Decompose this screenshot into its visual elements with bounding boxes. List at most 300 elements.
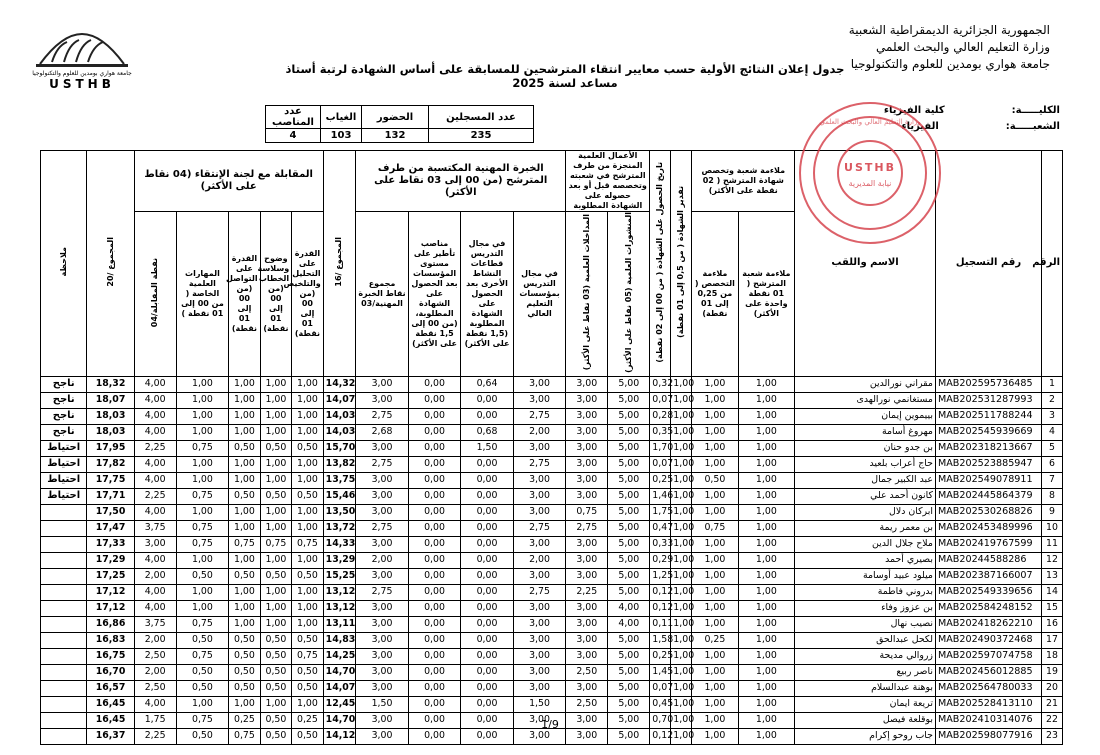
sum16-cell: 14,07 <box>323 392 356 408</box>
exp-total-cell: 3,00 <box>356 616 409 632</box>
fit-branch-cell: 1,00 <box>738 488 795 504</box>
publications-cell: 5,00 <box>608 680 650 696</box>
exp-teaching-cell: 3,00 <box>513 712 566 728</box>
name-cell: نصيب نهال <box>795 616 936 632</box>
grade-cell: 1,00 <box>671 584 692 600</box>
table-row <box>41 520 1063 536</box>
int-clarity-cell: 0,50 <box>260 680 292 696</box>
name-cell: بصيري أحمد <box>795 552 936 568</box>
note-cell <box>41 568 87 584</box>
grade-cell: 1,00 <box>671 456 692 472</box>
col-exp-supervision: مناصب تأطير على مستوى المؤسسات بعد الحصول على الشهادة المطلوبة، (من 00 إلى 1,5 نقطة على الأكثر) <box>408 212 461 377</box>
sum20-cell: 17,50 <box>87 504 134 520</box>
date-cell: 0,29 <box>650 552 671 568</box>
communications-cell: 3,00 <box>566 632 608 648</box>
exp-supervision-cell: 0,00 <box>408 552 461 568</box>
int-analysis-cell: 0,50 <box>292 664 324 680</box>
publications-cell: 5,00 <box>608 456 650 472</box>
sum20-cell: 17,12 <box>87 600 134 616</box>
table-row <box>41 664 1063 680</box>
note-cell: ناجح <box>41 424 87 440</box>
communications-cell: 2,75 <box>566 520 608 536</box>
exp-teaching-cell: 3,00 <box>513 488 566 504</box>
sum20-cell: 18,03 <box>87 424 134 440</box>
int-analysis-cell: 1,00 <box>292 552 324 568</box>
stat-header-registered: عدد المسجلين <box>429 106 534 129</box>
int-total-cell: 4,00 <box>134 696 176 712</box>
int-skills-cell: 1,00 <box>176 584 229 600</box>
sum16-cell: 15,70 <box>323 440 356 456</box>
registration-cell: MAB202410314076 <box>935 712 1041 728</box>
registration-cell: MAB202445864379 <box>935 488 1041 504</box>
int-analysis-cell: 1,00 <box>292 472 324 488</box>
exp-total-cell: 2,75 <box>356 408 409 424</box>
stamp-bottom: نيابة المديرية <box>848 179 892 188</box>
date-cell: 0,12 <box>650 600 671 616</box>
exp-sectors-cell: 0,00 <box>461 472 514 488</box>
sum16-cell: 15,25 <box>323 568 356 584</box>
int-total-cell: 4,00 <box>134 472 176 488</box>
exp-teaching-cell: 2,75 <box>513 456 566 472</box>
university-line: جامعة هواري بومدين للعلوم والتكنولوجيا <box>850 57 1050 71</box>
exp-teaching-cell: 3,00 <box>513 648 566 664</box>
int-analysis-cell: 1,00 <box>292 456 324 472</box>
exp-supervision-cell: 0,00 <box>408 568 461 584</box>
fit-branch-cell: 1,00 <box>738 472 795 488</box>
exp-sectors-cell: 0,00 <box>461 568 514 584</box>
exp-supervision-cell: 0,00 <box>408 600 461 616</box>
sum16-cell: 13,29 <box>323 552 356 568</box>
registration-cell: MAB20244588286 <box>935 552 1041 568</box>
exp-teaching-cell: 2,00 <box>513 552 566 568</box>
publications-cell: 5,00 <box>608 648 650 664</box>
grade-cell: 1,00 <box>671 568 692 584</box>
name-cell: بن عزوز وفاء <box>795 600 936 616</box>
table-row <box>41 488 1063 504</box>
int-analysis-cell: 1,00 <box>292 584 324 600</box>
registration-cell: MAB202549339656 <box>935 584 1041 600</box>
int-clarity-cell: 1,00 <box>260 408 292 424</box>
sum16-cell: 14,32 <box>323 376 356 392</box>
fit-spec-cell: 1,00 <box>692 552 738 568</box>
exp-sectors-cell: 1,50 <box>461 440 514 456</box>
publications-cell: 5,00 <box>608 424 650 440</box>
registration-cell: MAB202456012885 <box>935 664 1041 680</box>
publications-cell: 5,00 <box>608 696 650 712</box>
registration-cell: MAB202511788244 <box>935 408 1041 424</box>
note-cell <box>41 616 87 632</box>
sum20-cell: 18,07 <box>87 392 134 408</box>
int-total-cell: 2,50 <box>134 648 176 664</box>
rank-cell: 14 <box>1042 584 1063 600</box>
sum20-cell: 16,45 <box>87 696 134 712</box>
exp-sectors-cell: 0,00 <box>461 680 514 696</box>
fit-branch-cell: 1,00 <box>738 680 795 696</box>
col-registration: رقم التسجيل <box>935 151 1041 377</box>
int-skills-cell: 0,75 <box>176 712 229 728</box>
grade-cell: 1,00 <box>671 552 692 568</box>
date-cell: 0,12 <box>650 584 671 600</box>
sum20-cell: 16,70 <box>87 664 134 680</box>
int-clarity-cell: 0,50 <box>260 648 292 664</box>
exp-teaching-cell: 3,00 <box>513 504 566 520</box>
int-clarity-cell: 1,00 <box>260 424 292 440</box>
sum16-cell: 13,11 <box>323 616 356 632</box>
col-sum20: المجموع /20 <box>87 151 134 377</box>
int-analysis-cell: 1,00 <box>292 408 324 424</box>
communications-cell: 0,75 <box>566 504 608 520</box>
col-date: تاريخ الحصول على الشهادة ( من 00 إلى 02 نقطة) <box>650 151 671 377</box>
int-communication-cell: 1,00 <box>229 552 261 568</box>
branch-label: الشعبـــــة: <box>1005 121 1060 132</box>
int-communication-cell: 1,00 <box>229 472 261 488</box>
faculty-row <box>884 105 1060 116</box>
name-cell: مستغانمي نورالهدى <box>795 392 936 408</box>
exp-supervision-cell: 0,00 <box>408 632 461 648</box>
name-cell: عبد الكبير جمال <box>795 472 936 488</box>
int-analysis-cell: 0,75 <box>292 536 324 552</box>
int-clarity-cell: 1,00 <box>260 376 292 392</box>
note-cell: ناجح <box>41 376 87 392</box>
col-rank: الرقم <box>1042 151 1063 377</box>
rank-cell: 15 <box>1042 600 1063 616</box>
exp-teaching-cell: 2,75 <box>513 408 566 424</box>
note-cell <box>41 536 87 552</box>
name-cell: بن جدو حنان <box>795 440 936 456</box>
int-communication-cell: 0,75 <box>229 536 261 552</box>
stamp-center: USTHB <box>844 161 896 174</box>
fit-branch-cell: 1,00 <box>738 376 795 392</box>
exp-teaching-cell: 3,00 <box>513 632 566 648</box>
int-communication-cell: 1,00 <box>229 696 261 712</box>
exp-supervision-cell: 0,00 <box>408 408 461 424</box>
fit-branch-cell: 1,00 <box>738 536 795 552</box>
int-total-cell: 2,00 <box>134 632 176 648</box>
int-skills-cell: 1,00 <box>176 456 229 472</box>
int-communication-cell: 0,25 <box>229 712 261 728</box>
stat-header-absent: الغياب <box>321 106 362 129</box>
sum20-cell: 17,95 <box>87 440 134 456</box>
exp-total-cell: 3,00 <box>356 392 409 408</box>
publications-cell: 4,00 <box>608 616 650 632</box>
communications-cell: 3,00 <box>566 568 608 584</box>
table-row <box>41 376 1063 392</box>
registration-cell: MAB202523885947 <box>935 456 1041 472</box>
sum20-cell: 17,29 <box>87 552 134 568</box>
int-total-cell: 4,00 <box>134 584 176 600</box>
sum20-cell: 16,86 <box>87 616 134 632</box>
stamp-ring: وزارة التعليم العالي والبحث العلمي <box>819 118 921 126</box>
communications-cell: 2,50 <box>566 664 608 680</box>
int-clarity-cell: 0,50 <box>260 728 292 744</box>
registration-cell: MAB202453489996 <box>935 520 1041 536</box>
date-cell: 0,25 <box>650 648 671 664</box>
fit-spec-cell: 1,00 <box>692 728 738 744</box>
publications-cell: 5,00 <box>608 632 650 648</box>
exp-total-cell: 3,00 <box>356 648 409 664</box>
col-sum16: المجموع /16 <box>323 151 356 377</box>
stat-value-absent: 103 <box>321 129 362 143</box>
int-skills-cell: 0,50 <box>176 680 229 696</box>
publications-cell: 5,00 <box>608 520 650 536</box>
stat-value-posts: 4 <box>266 129 321 143</box>
int-skills-cell: 0,50 <box>176 728 229 744</box>
int-total-cell: 2,00 <box>134 568 176 584</box>
exp-sectors-cell: 0,00 <box>461 600 514 616</box>
int-skills-cell: 1,00 <box>176 504 229 520</box>
publications-cell: 5,00 <box>608 376 650 392</box>
exp-sectors-cell: 0,00 <box>461 488 514 504</box>
exp-teaching-cell: 3,00 <box>513 392 566 408</box>
exp-teaching-cell: 3,00 <box>513 680 566 696</box>
registration-cell: MAB202490372468 <box>935 632 1041 648</box>
exp-supervision-cell: 0,00 <box>408 616 461 632</box>
rank-cell: 18 <box>1042 648 1063 664</box>
exp-total-cell: 2,75 <box>356 456 409 472</box>
grade-cell: 1,00 <box>671 392 692 408</box>
table-row <box>41 472 1063 488</box>
sum16-cell: 12,45 <box>323 696 356 712</box>
int-clarity-cell: 0,75 <box>260 536 292 552</box>
publications-cell: 5,00 <box>608 504 650 520</box>
name-cell: بدروني فاطمة <box>795 584 936 600</box>
exp-supervision-cell: 0,00 <box>408 472 461 488</box>
fit-spec-cell: 1,00 <box>692 616 738 632</box>
col-int-total: نقطة المقابلة/04 <box>134 212 176 377</box>
int-skills-cell: 1,00 <box>176 600 229 616</box>
rank-cell: 2 <box>1042 392 1063 408</box>
registration-cell: MAB202598077916 <box>935 728 1041 744</box>
exp-total-cell: 3,00 <box>356 600 409 616</box>
logo-wordmark: USTHB <box>49 77 115 91</box>
exp-sectors-cell: 0,00 <box>461 456 514 472</box>
int-clarity-cell: 1,00 <box>260 616 292 632</box>
fit-spec-cell: 1,00 <box>692 648 738 664</box>
table-row <box>41 568 1063 584</box>
exp-sectors-cell: 0,00 <box>461 536 514 552</box>
publications-cell: 5,00 <box>608 472 650 488</box>
exp-total-cell: 2,00 <box>356 552 409 568</box>
col-grade: تقدير الشهادة ( من 0,5 إلى 01 نقطة) <box>671 151 692 377</box>
note-cell: احتياط <box>41 488 87 504</box>
sum16-cell: 13,72 <box>323 520 356 536</box>
fit-spec-cell: 1,00 <box>692 600 738 616</box>
int-total-cell: 3,00 <box>134 536 176 552</box>
registration-cell: MAB202528413110 <box>935 696 1041 712</box>
ministry-line: وزارة التعليم العالي والبحث العلمي <box>876 40 1050 54</box>
rank-cell: 10 <box>1042 520 1063 536</box>
stat-value-registered: 235 <box>429 129 534 143</box>
sum20-cell: 18,03 <box>87 408 134 424</box>
int-clarity-cell: 0,50 <box>260 632 292 648</box>
exp-sectors-cell: 0,68 <box>461 424 514 440</box>
date-cell: 1,75 <box>650 504 671 520</box>
name-cell: مقراني نورالدين <box>795 376 936 392</box>
sum16-cell: 13,82 <box>323 456 356 472</box>
exp-teaching-cell: 2,75 <box>513 520 566 536</box>
publications-cell: 5,00 <box>608 408 650 424</box>
communications-cell: 3,00 <box>566 728 608 744</box>
int-communication-cell: 1,00 <box>229 616 261 632</box>
table-row <box>41 408 1063 424</box>
int-skills-cell: 1,00 <box>176 392 229 408</box>
table-row <box>41 440 1063 456</box>
exp-supervision-cell: 0,00 <box>408 584 461 600</box>
note-cell <box>41 648 87 664</box>
exp-supervision-cell: 0,00 <box>408 664 461 680</box>
exp-teaching-cell: 2,00 <box>513 424 566 440</box>
rank-cell: 4 <box>1042 424 1063 440</box>
rank-cell: 6 <box>1042 456 1063 472</box>
date-cell: 1,25 <box>650 568 671 584</box>
name-cell: بوهنة عبدالسلام <box>795 680 936 696</box>
exp-teaching-cell: 3,00 <box>513 472 566 488</box>
int-total-cell: 2,00 <box>134 664 176 680</box>
table-row <box>41 424 1063 440</box>
note-cell: احتياط <box>41 456 87 472</box>
col-sci-group: الأعمال العلمية المنجزة من طرف المترشح في شعبته وتخصصه قبل أو بعد حصوله على الشهادة المطلوبة <box>566 151 650 212</box>
exp-teaching-cell: 1,50 <box>513 696 566 712</box>
exp-sectors-cell: 0,00 <box>461 664 514 680</box>
int-total-cell: 3,75 <box>134 520 176 536</box>
registration-cell: MAB202387166007 <box>935 568 1041 584</box>
table-row <box>41 680 1063 696</box>
fit-spec-cell: 1,00 <box>692 456 738 472</box>
grade-cell: 1,00 <box>671 648 692 664</box>
sum16-cell: 14,70 <box>323 664 356 680</box>
grade-cell: 1,00 <box>671 712 692 728</box>
exp-total-cell: 1,50 <box>356 696 409 712</box>
note-cell <box>41 584 87 600</box>
exp-supervision-cell: 0,00 <box>408 728 461 744</box>
grade-cell: 1,00 <box>671 536 692 552</box>
col-note: ملاحظة <box>41 151 87 377</box>
date-cell: 1,70 <box>650 440 671 456</box>
col-fit-spec: ملاءمة التخصص ( من 0,25 إلى 01 نقطة) <box>692 212 738 377</box>
grade-cell: 1,00 <box>671 488 692 504</box>
int-clarity-cell: 0,50 <box>260 712 292 728</box>
name-cell: جاب روحو إكرام <box>795 728 936 744</box>
note-cell: ناجح <box>41 392 87 408</box>
publications-cell: 4,00 <box>608 600 650 616</box>
int-communication-cell: 0,50 <box>229 648 261 664</box>
int-total-cell: 4,00 <box>134 552 176 568</box>
results-table <box>40 150 1063 745</box>
fit-spec-cell: 0,25 <box>692 632 738 648</box>
fit-spec-cell: 1,00 <box>692 696 738 712</box>
fit-branch-cell: 1,00 <box>738 600 795 616</box>
note-cell <box>41 520 87 536</box>
fit-branch-cell: 1,00 <box>738 616 795 632</box>
stats-table <box>265 105 534 143</box>
date-cell: 0,07 <box>650 456 671 472</box>
fit-spec-cell: 1,00 <box>692 536 738 552</box>
communications-cell: 3,00 <box>566 600 608 616</box>
grade-cell: 1,00 <box>671 600 692 616</box>
date-cell: 0,70 <box>650 712 671 728</box>
exp-total-cell: 3,00 <box>356 488 409 504</box>
sum16-cell: 14,33 <box>323 536 356 552</box>
fit-branch-cell: 1,00 <box>738 440 795 456</box>
table-row <box>41 584 1063 600</box>
int-communication-cell: 0,50 <box>229 440 261 456</box>
int-skills-cell: 0,50 <box>176 568 229 584</box>
date-cell: 0,33 <box>650 536 671 552</box>
name-cell: تريعة ايمان <box>795 696 936 712</box>
int-skills-cell: 0,75 <box>176 536 229 552</box>
table-row <box>41 504 1063 520</box>
rank-cell: 11 <box>1042 536 1063 552</box>
col-name: الاسم واللقب <box>795 151 936 377</box>
col-int-clarity: وضوح وسلاسة الخطاب (من 00 إلى 01 نقطة) <box>260 212 292 377</box>
grade-cell: 1,00 <box>671 728 692 744</box>
int-total-cell: 2,25 <box>134 440 176 456</box>
registration-cell: MAB202418262210 <box>935 616 1041 632</box>
publications-cell: 5,00 <box>608 568 650 584</box>
registration-cell: MAB202545939669 <box>935 424 1041 440</box>
page-number: 1/9 <box>541 718 559 731</box>
int-total-cell: 4,00 <box>134 424 176 440</box>
sum20-cell: 16,75 <box>87 648 134 664</box>
results-body <box>41 376 1063 744</box>
communications-cell: 3,00 <box>566 648 608 664</box>
int-analysis-cell: 0,50 <box>292 728 324 744</box>
note-cell: احتياط <box>41 440 87 456</box>
exp-supervision-cell: 0,00 <box>408 392 461 408</box>
int-clarity-cell: 1,00 <box>260 584 292 600</box>
note-cell <box>41 696 87 712</box>
int-communication-cell: 1,00 <box>229 376 261 392</box>
exp-supervision-cell: 0,00 <box>408 536 461 552</box>
faculty-value: كلية الفيزياء <box>883 105 945 116</box>
fit-spec-cell: 1,00 <box>692 392 738 408</box>
fit-spec-cell: 1,00 <box>692 680 738 696</box>
publications-cell: 5,00 <box>608 488 650 504</box>
int-communication-cell: 0,50 <box>229 680 261 696</box>
name-cell: بن معمر ريمة <box>795 520 936 536</box>
int-analysis-cell: 1,00 <box>292 696 324 712</box>
int-clarity-cell: 0,50 <box>260 488 292 504</box>
exp-total-cell: 3,00 <box>356 680 409 696</box>
fit-branch-cell: 1,00 <box>738 520 795 536</box>
fit-branch-cell: 1,00 <box>738 392 795 408</box>
rank-cell: 16 <box>1042 616 1063 632</box>
communications-cell: 3,00 <box>566 616 608 632</box>
sum16-cell: 14,83 <box>323 632 356 648</box>
name-cell: ميلود عبيد أوسامة <box>795 568 936 584</box>
int-total-cell: 4,00 <box>134 504 176 520</box>
date-cell: 1,45 <box>650 664 671 680</box>
exp-supervision-cell: 0,00 <box>408 424 461 440</box>
exp-total-cell: 2,68 <box>356 424 409 440</box>
grade-cell: 1,00 <box>671 440 692 456</box>
rank-cell: 19 <box>1042 664 1063 680</box>
communications-cell: 3,00 <box>566 488 608 504</box>
note-cell: ناجح <box>41 408 87 424</box>
exp-supervision-cell: 0,00 <box>408 696 461 712</box>
grade-cell: 1,00 <box>671 424 692 440</box>
exp-total-cell: 3,00 <box>356 504 409 520</box>
exp-total-cell: 3,00 <box>356 536 409 552</box>
stat-value-present: 132 <box>362 129 429 143</box>
grade-cell: 1,00 <box>671 696 692 712</box>
name-cell: بييموين إيمان <box>795 408 936 424</box>
col-sci-communications: المداخلات العلمية (03 نقاط على الأكثر) <box>566 212 608 377</box>
note-cell <box>41 600 87 616</box>
name-cell: زروالي مديحة <box>795 648 936 664</box>
fit-branch-cell: 1,00 <box>738 424 795 440</box>
int-skills-cell: 0,50 <box>176 632 229 648</box>
